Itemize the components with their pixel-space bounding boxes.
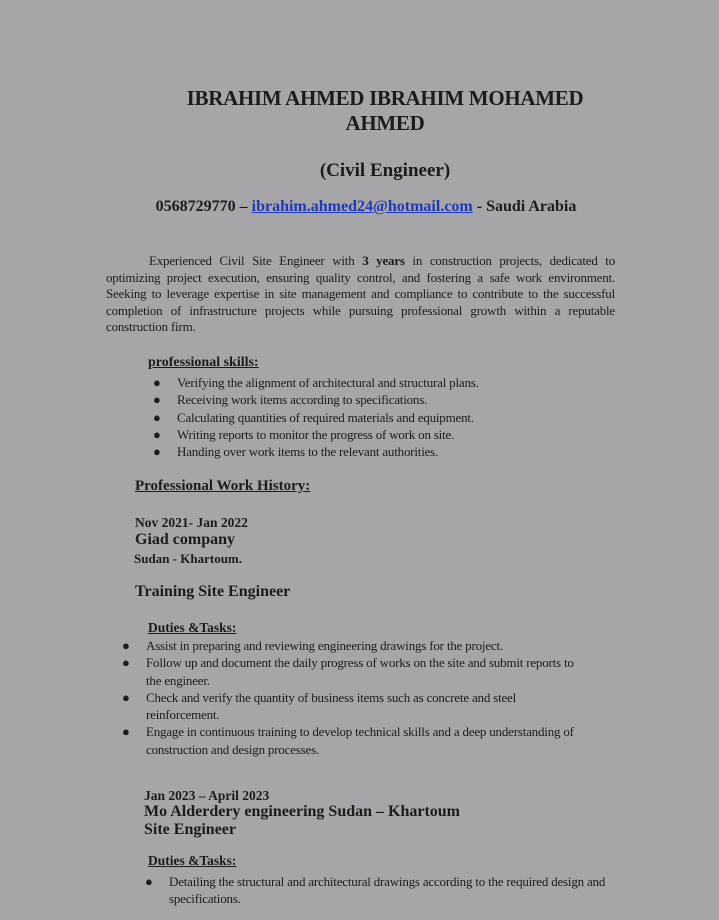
job-title: Site Engineer xyxy=(144,821,236,838)
job-dates: Nov 2021- Jan 2022 xyxy=(135,515,248,530)
duties-list xyxy=(122,637,576,758)
duties-list xyxy=(145,873,609,908)
skills-list xyxy=(153,374,577,460)
summary-text: Experienced Civil Site Engineer with xyxy=(149,253,363,268)
bullet-icon: ● xyxy=(122,638,130,653)
job-dates: Jan 2023 – April 2023 xyxy=(144,788,270,803)
list-item: ● Follow up and document the daily progress of works on the site and submit reports to the engineer. xyxy=(122,655,574,688)
location: Saudi Arabia xyxy=(486,198,577,215)
phone-number: 0568729770 xyxy=(155,198,236,215)
summary-years: 3 years xyxy=(362,253,405,268)
bullet-icon: ● xyxy=(153,392,161,408)
work-history-heading: Professional Work History: xyxy=(135,478,311,494)
list-item: ● Calculating quantities of required materials and equipment. xyxy=(153,409,474,425)
list-item: ● Writing reports to monitor the progress of work on site. xyxy=(153,426,455,442)
summary-text: in construction projects, dedicated to optimizing project execution, ensuring quality control, and fostering a safe work environment. Seeking to leverage expertise in site management and compliance to contribute to the successful completion of infrastructure projects while pursuing professional growth within a reputable construction firm. xyxy=(106,253,616,334)
list-item: ● Check and verify the quantity of business items such as concrete and steel reinforcement. xyxy=(122,689,517,723)
profile-summary xyxy=(106,253,615,336)
job-location: Sudan - Khartoum. xyxy=(134,551,242,566)
list-item: ● Verifying the alignment of architectural and structural plans. xyxy=(153,375,479,390)
contact-line xyxy=(100,198,632,216)
list-item: ● Assist in preparing and reviewing engineering drawings for the project. xyxy=(122,638,503,653)
list-item: ● Receiving work items according to specifications. xyxy=(153,392,428,408)
duties-heading: Duties &Tasks: xyxy=(148,620,237,635)
bullet-icon: ● xyxy=(122,689,130,705)
contact-separator: – xyxy=(235,198,252,215)
skills-heading: professional skills: xyxy=(148,355,259,370)
list-item: ● Detailing the structural and architectural drawings according to the required design and specifications. xyxy=(145,874,606,907)
bullet-icon: ● xyxy=(122,655,130,671)
bullet-icon: ● xyxy=(153,375,161,390)
bullet-icon: ● xyxy=(153,426,161,442)
job-company: Giad company xyxy=(135,531,236,548)
contact-separator: - xyxy=(472,198,487,215)
list-item: ● Handing over work items to the relevant authorities. xyxy=(153,444,439,460)
email-link[interactable]: ibrahim.ahmed24@hotmail.com xyxy=(251,198,473,215)
candidate-name: IBRAHIM AHMED IBRAHIM MOHAMED AHMED xyxy=(186,86,584,135)
bullet-icon: ● xyxy=(145,874,153,889)
job-company: Mo Alderdery engineering Sudan – Khartoum xyxy=(144,803,461,820)
job-title: Training Site Engineer xyxy=(135,583,291,600)
job-role: (Civil Engineer) xyxy=(319,160,451,181)
bullet-icon: ● xyxy=(153,444,161,460)
bullet-icon: ● xyxy=(153,409,161,425)
duties-heading: Duties &Tasks: xyxy=(148,853,237,868)
bullet-icon: ● xyxy=(122,724,130,740)
list-item: ● Engage in continuous training to develop technical skills and a deep understanding of construction and design processes. xyxy=(122,724,574,757)
